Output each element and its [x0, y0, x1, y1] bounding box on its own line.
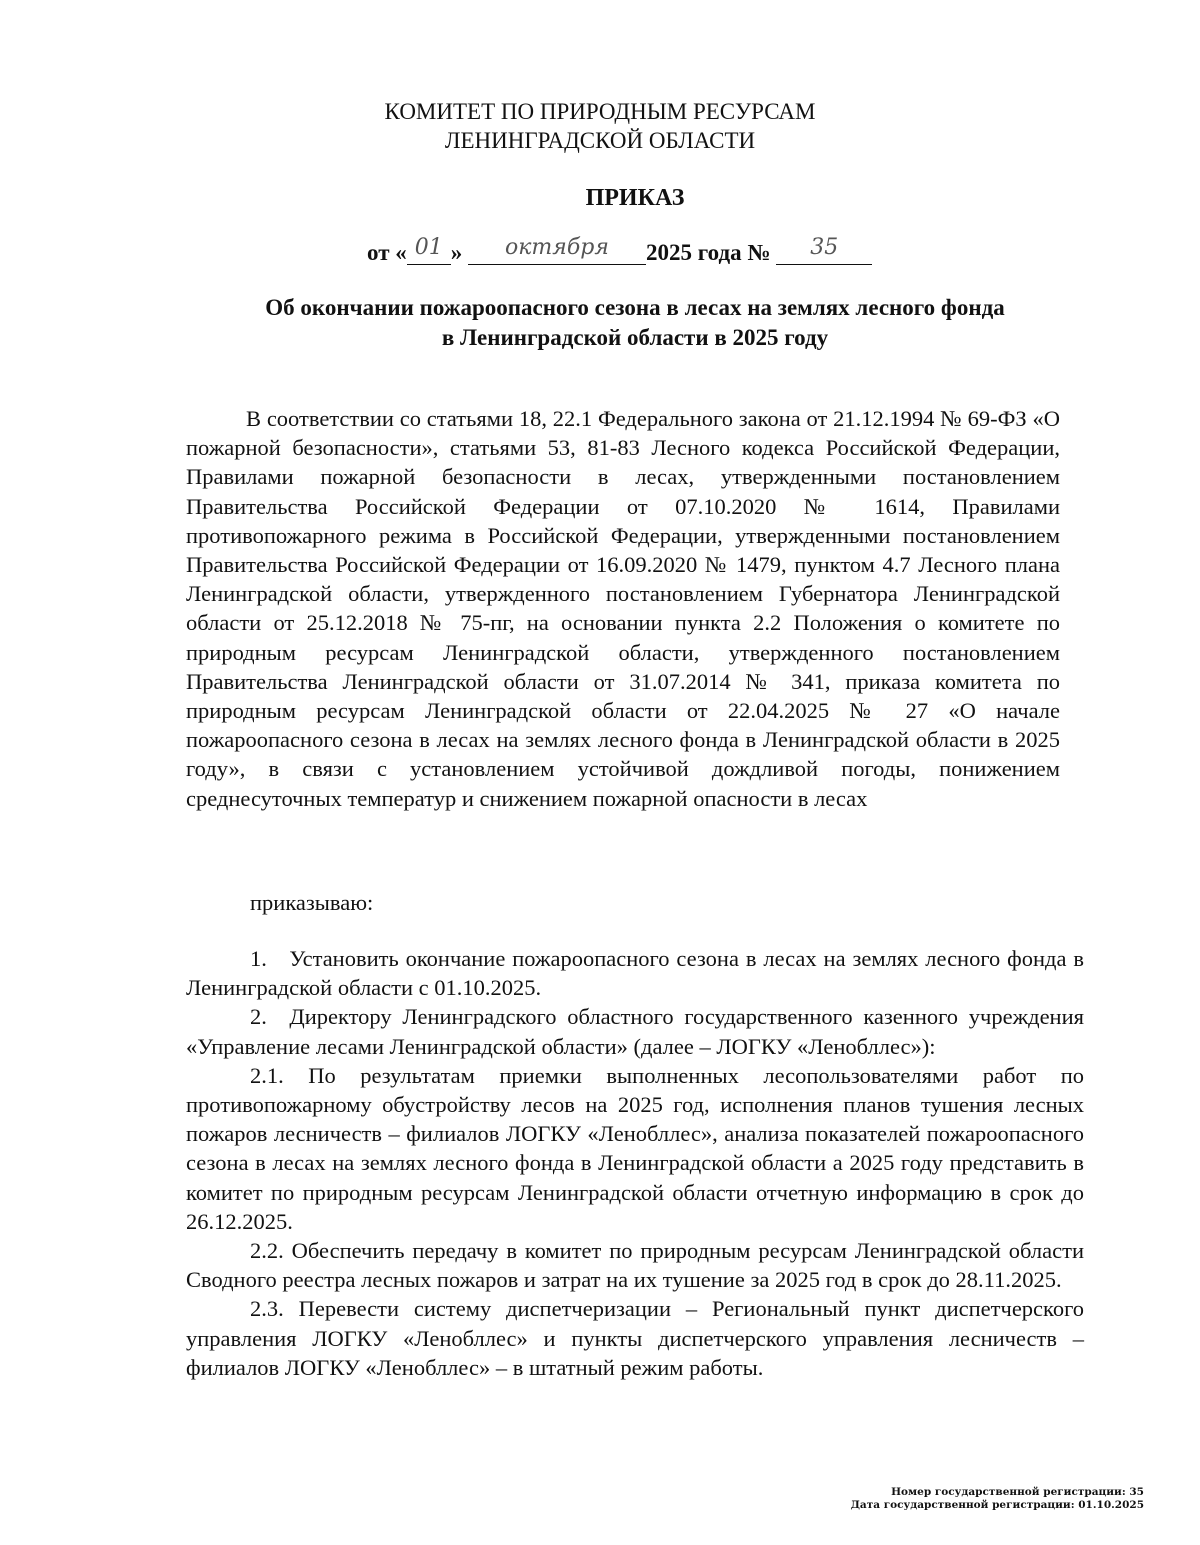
registration-date: Дата государственной регистрации: 01.10.2025: [850, 1499, 1144, 1511]
order-item-1: 1. Установить окончание пожароопасного сезона в лесах на землях лесного фонда в Ленинградской области с 01.10.2025.: [186, 946, 1084, 1001]
order-item-2-1: 2.1. По результатам приемки выполненных лесопользователями работ по противопожарному обустройству лесов на 2025 год, исполнения планов тушения лесных пожаров лесничеств – филиалов ЛОГКУ «Ленобллес», анализа показателей пожароопасного сезона в лесах на землях лесного фонда в Ленинградской области а 2025 году представить в комитет по природным ресурсам Ленинградской области отчетную информацию в срок до 26.12.2025.: [186, 1062, 1084, 1234]
date-prefix: от «: [367, 240, 407, 265]
registration-number: Номер государственной регистрации: 35: [891, 1486, 1144, 1498]
date-line: [367, 235, 872, 266]
month-field: [468, 235, 646, 265]
month-handwritten: октября: [505, 235, 609, 260]
order-word: приказываю:: [250, 890, 374, 915]
order-item-2-2: 2.2. Обеспечить передачу в комитет по природным ресурсам Ленинградской области Сводного реестра лесных пожаров и затрат на их тушение за 2025 год в срок до 28.11.2025.: [186, 1238, 1084, 1293]
day-field: [407, 235, 451, 265]
preamble-paragraph: В соответствии со статьями 18, 22.1 Федерального закона от 21.12.1994 № 69-ФЗ «О пожарной безопасности», статьями 53, 81-83 Лесного кодекса Российской Федерации, Правилами пожарной безопасности в лесах, утвержденными постановлением Правительства Российской Федерации от 07.10.2020 № 1614, Правилами противопожарного режима в Российской Федерации, утвержденными постановлением Правительства Российской Федерации от 16.09.2020 № 1479, пунктом 4.7 Лесного плана Ленинградской области, утвержденного постановлением Губернатора Ленинградской области от 25.12.2018 № 75-пг, на основании пункта 2.2 Положения о комитете по природным ресурсам Ленинградской области, утвержденного постановлением Правительства Ленинградской области от 31.07.2014 № 341, приказа комитета по природным ресурсам Ленинградской области от 22.04.2025 № 27 «О начале пожароопасного сезона в лесах на землях лесного фонда в Ленинградской области в 2025 году», в связи с установлением устойчивой дождливой погоды, понижением среднесуточных температур и снижением пожарной опасности в лесах: [186, 406, 1060, 811]
order-item-2-3: 2.3. Перевести систему диспетчеризации – Региональный пункт диспетчерского управления ЛОГКУ «Ленобллес» и пункты диспетчерского управления лесничеств – филиалов ЛОГКУ «Ленобллес» – в штатный режим работы.: [186, 1296, 1084, 1380]
subject-line1: Об окончании пожароопасного сезона в лесах на землях лесного фонда: [265, 295, 1005, 320]
number-handwritten: 35: [810, 235, 839, 260]
order-item-2: 2. Директору Ленинградского областного государственного казенного учреждения «Управление лесами Ленинградской области» (далее – ЛОГКУ «Ленобллес»):: [186, 1004, 1084, 1059]
order-items: [186, 944, 1084, 1382]
number-field: [776, 235, 872, 265]
document-type: ПРИКАЗ: [585, 185, 685, 211]
registration-footer: [851, 1486, 1144, 1512]
subject-line2: в Ленинградской области в 2025 году: [441, 325, 829, 350]
date-mid: »: [450, 240, 463, 265]
day-handwritten: 01: [414, 235, 443, 260]
year-text: 2025 года №: [646, 240, 771, 265]
org-name-line2: ЛЕНИНГРАДСКОЙ ОБЛАСТИ: [444, 128, 756, 153]
org-name-line1: КОМИТЕТ ПО ПРИРОДНЫМ РЕСУРСАМ: [384, 99, 816, 124]
